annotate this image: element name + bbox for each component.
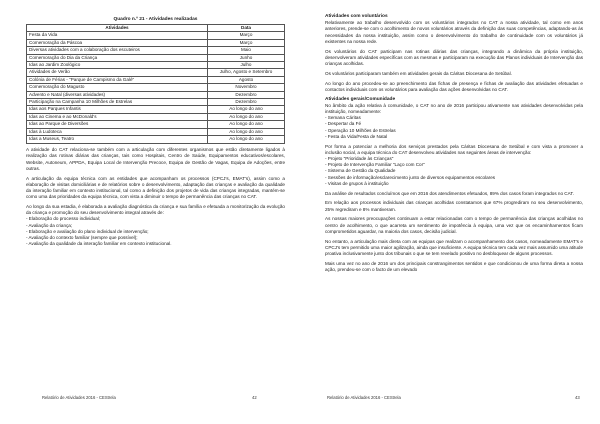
list-item: - Sessões de informação/esclarecimento junto de diversos equipamentos escolares — [325, 174, 496, 180]
paragraph: No âmbito da ação relativa à comunidade, o CAT no ano de 2016 participou ativamente nas atividades desenvolvidas pela instituição, nomeadamente: — [325, 102, 583, 115]
table-row — [27, 136, 285, 143]
table-row — [27, 76, 285, 83]
activity-cell: Idas ao Jardim Zoológico — [27, 62, 208, 69]
activity-cell: Atividades de Verão — [27, 69, 208, 76]
intervention-areas-list — [325, 156, 583, 187]
list-item: - Avaliação da qualidade da interação familiar em contexto institucional. — [26, 241, 172, 247]
date-cell: Ao longo do ano — [208, 136, 285, 143]
date-cell: Ao longo do ano — [208, 121, 285, 128]
list-item: - Sistema de Gestão da Qualidade — [325, 168, 396, 174]
paragraph: Os voluntários participaram também em atividades gerais da Cáritas Diocesana de Setúbal. — [325, 70, 512, 76]
paragraph: Ao longo do ano procedeu-se ao preenchimento das fichas de presença e fichas de avaliação das atividades efetuadas e contactos individuais com os voluntários para avaliação das ações desenvolvidas no CAT. — [325, 80, 583, 92]
date-cell: Março — [208, 32, 285, 39]
activity-cell: Comemoração do Dia da Criança — [27, 54, 208, 61]
table-row — [27, 47, 285, 54]
table-title: Quadro n.º 21 - Atividades realizadas — [113, 17, 198, 22]
activity-cell: Colónia de Férias - "Parque de Campismo da Galé" — [27, 76, 208, 83]
list-item: - Visitas de grupos à instituição — [325, 180, 389, 186]
paragraph: As nossas maiores preocupações continuam a estar relacionadas com o tempo de permanência das crianças acolhidas no centro de acolhimento, o que acarreta um sentimento de impotência à equipa, uma vez que os encaminhamentos ficam comprometidos aguardar, na maioria dos casos, decisão judicial. — [325, 216, 583, 234]
activity-cell: Idas ao Parque de Diversões — [27, 121, 208, 128]
list-item: - Despertar da Fé — [325, 121, 361, 127]
activity-cell: Festa da Vida — [27, 32, 208, 39]
page-number: 43 — [575, 395, 580, 400]
date-cell: Dezembro — [208, 99, 285, 106]
activity-cell: Idas aos Parques Infantis — [27, 106, 208, 113]
activity-cell: Idas ao Cinema e ao McDonald's — [27, 113, 208, 120]
date-cell: Julho — [208, 62, 285, 69]
date-cell: Novembro — [208, 84, 285, 91]
date-cell: Março — [208, 39, 285, 46]
activity-cell: Idas à Ludoteca — [27, 128, 208, 135]
activity-cell: Diversas atividades com a colaboração dos escuteiros — [27, 47, 208, 54]
activity-cell: Comemoração da Páscoa — [27, 39, 208, 46]
paragraph: Da análise de resultados concluímos que em 2016 dos atendimentos efetuados, 89% dos casos foram integrados no CAT. — [325, 190, 574, 196]
list-item: - Festa da Vida/Festa de Natal — [325, 133, 388, 139]
paragraph: A atividade do CAT relaciona-se também com a articulação com diferentes organismos que estão diretamente ligados à realização das rotinas diárias das crianças, tais como Hospitais, Centro de Saúde, Equipamentos educativos/escolares, Website, Autoneum, APPDA, Equipa Local de Intervenção Precoce, Equipa de Gestão de Vagas, Equipa de Adoções, entre outras. — [26, 147, 285, 171]
list-item: - Operação 10 Milhões de Estrelas — [325, 127, 396, 133]
table-row — [27, 128, 285, 135]
date-cell: Junho — [208, 54, 285, 61]
header-activities: Atividades — [27, 25, 208, 32]
footer-text: Relatório de Atividades 2016 - CEStrela — [42, 395, 116, 400]
table-body — [27, 32, 285, 143]
table-row — [27, 54, 285, 61]
section-title-volunteers: Atividades com voluntários — [325, 14, 388, 19]
section-title-community: Atividades gerais/Comunidade — [325, 96, 396, 102]
date-cell: Agosto — [208, 76, 285, 83]
right-page — [300, 0, 600, 424]
paragraph: Por forma a potenciar a melhoria dos serviços prestados pela Cáritas Diocesana de Setúbal e com vista a promover a inclusão social, a equipa técnica do CAT desenvolveu atividades nas seguintes áreas de intervenção: — [325, 143, 583, 155]
date-cell: Ao longo do ano — [208, 106, 285, 113]
table-row — [27, 62, 285, 69]
table-header-row — [27, 25, 285, 32]
date-cell: Ao longo do ano — [208, 128, 285, 135]
paragraph: Os voluntários do CAT participam nas rotinas diárias das crianças, integrando a dinâmica da própria instituição, desenvolveram atividades específicas com as mesmas e participaram na execução das Planos individuais de Intervenção das crianças acolhidas. — [325, 48, 583, 67]
paragraph: Em relação aos processos individuais das crianças acolhidas constatamos que 67% progrediram no seu desenvolvimento, 25% regrediram e 8% mantiveram. — [325, 200, 583, 212]
date-cell: Maio — [208, 47, 285, 54]
page-number: 42 — [252, 395, 257, 400]
list-item: - Projeto "Prioridade às Crianças" — [325, 156, 394, 162]
paragraph: A articulação da equipa técnica com as entidades que acompanham os processos (CPCJ's, EMAT's), assim como a elaboração de visitas domiciliárias e de relatórios sobre o desenvolvimento, adaptação das crianças e avaliação da qualidade da interação familiar em contexto institucional, tal como a definição dos projetos de vida das crianças integradas, mantém-se como uma das prioridades da equipa técnica, com vista a diminuir o tempo de permanência das crianças no CAT. — [26, 175, 285, 200]
activities-table — [26, 24, 285, 144]
list-item: - Elaboração do processo individual; — [26, 216, 101, 222]
table-row — [27, 39, 285, 46]
date-cell: Julho, Agosto e Setembro — [208, 69, 285, 76]
list-item: - Projeto de Intervenção Familiar "Laço com Cor" — [325, 162, 425, 168]
community-activities-list — [325, 115, 583, 140]
right-column — [325, 14, 583, 277]
paragraph: Ao longo da sua estadia, é elaborada a avaliação diagnóstica da criança e sua família e efetuada a monitorização da evolução da criança e promoção do seu desenvolvimento integral através de: — [26, 203, 285, 216]
activity-cell: Participação na Campanha 10 Milhões de Estrelas — [27, 99, 208, 106]
list-item: - Elaboração e avaliação do plano individual de intervenção; — [26, 228, 149, 234]
activity-cell: Advento e Natal (diversas atividades) — [27, 91, 208, 98]
table-row — [27, 113, 285, 120]
footer-text: Relatório de Atividades 2016 - CEStrela — [327, 395, 401, 400]
header-date: Data — [208, 25, 285, 32]
date-cell: Ao longo do ano — [208, 113, 285, 120]
evaluation-list — [26, 216, 285, 247]
table-row — [27, 69, 285, 76]
paragraph: No entanto, a articulação mais direta com as equipas que realizam o acompanhamento dos casos, nomeadamente EMAT's e CPCJ's tem permitido uma maior agilização, ainda que insuficiente. A equipa técnica tem cada vez mais assumido uma atitude proativa inclusivamente junto dos tribunais o que se tem revelado positivo no desbloquear de alguns processos. — [325, 238, 583, 257]
left-column — [26, 14, 285, 247]
date-cell: Dezembro — [208, 91, 285, 98]
table-row — [27, 32, 285, 39]
list-item: - Semana Cáritas — [325, 115, 361, 121]
table-row — [27, 99, 285, 106]
list-item: - Avaliação do contexto familiar (sempre que possível); — [26, 234, 138, 240]
table-row — [27, 106, 285, 113]
table-row — [27, 91, 285, 98]
list-item: - Avaliação da criança; — [26, 222, 73, 228]
paragraph: Relativamente ao trabalho desenvolvido com os voluntários integrados no CAT a nossa atividade, tal como em anos anteriores, prende-se com o acolhimento de novos voluntários através da definição das suas competências, adaptando-as às necessidades da nossa instituição, assim como o desenvolvimento do trabalho de continuidade com os voluntários já existentes na nossa rede. — [325, 20, 583, 44]
paragraph: Mais uma vez no ano de 2016 um dos principais constrangimentos sentidos e que condicionou de uma forma direta a nossa ação, prendeu-se com o facto de um elevado — [325, 260, 583, 273]
table-row — [27, 84, 285, 91]
activity-cell: Comemoração do Magusto — [27, 84, 208, 91]
table-row — [27, 121, 285, 128]
activity-cell: Idas a Museus, Teatro — [27, 136, 208, 143]
